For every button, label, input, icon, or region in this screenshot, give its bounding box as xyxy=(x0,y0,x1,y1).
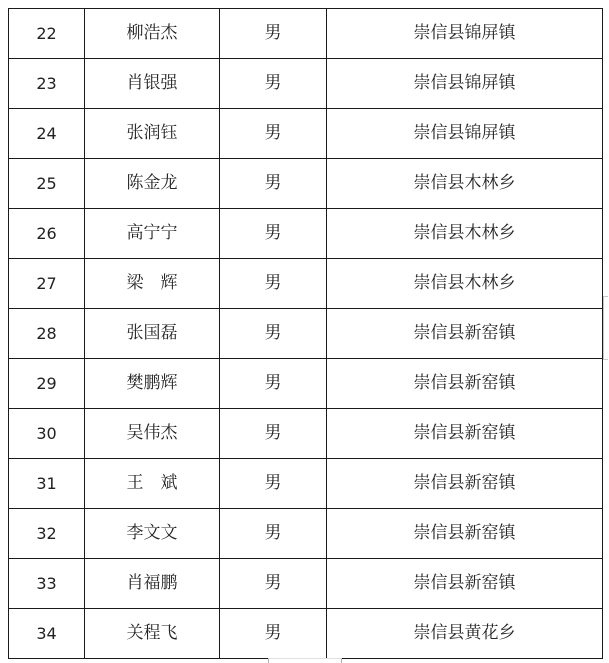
name-cell: 王 斌 xyxy=(85,459,220,509)
address-cell: 崇信县锦屏镇 xyxy=(327,59,603,109)
row-number-cell: 28 xyxy=(9,309,85,359)
address-cell: 崇信县木林乡 xyxy=(327,259,603,309)
gender-cell: 男 xyxy=(220,59,327,109)
table-row xyxy=(9,259,603,309)
gender-cell: 男 xyxy=(220,9,327,59)
address-cell: 崇信县新窑镇 xyxy=(327,509,603,559)
table-row xyxy=(9,609,603,659)
address-cell: 崇信县锦屏镇 xyxy=(327,109,603,159)
row-number-cell: 22 xyxy=(9,9,85,59)
name-cell: 吴伟杰 xyxy=(85,409,220,459)
row-number-cell: 30 xyxy=(9,409,85,459)
address-cell: 崇信县锦屏镇 xyxy=(327,9,603,59)
table-row xyxy=(9,109,603,159)
row-number-cell: 24 xyxy=(9,109,85,159)
address-cell: 崇信县木林乡 xyxy=(327,159,603,209)
table-row xyxy=(9,309,603,359)
gender-cell: 男 xyxy=(220,359,327,409)
gender-cell: 男 xyxy=(220,159,327,209)
row-number-cell: 32 xyxy=(9,509,85,559)
address-cell: 崇信县新窑镇 xyxy=(327,409,603,459)
name-cell: 张国磊 xyxy=(85,309,220,359)
row-number-cell: 31 xyxy=(9,459,85,509)
gender-cell: 男 xyxy=(220,609,327,659)
gender-cell: 男 xyxy=(220,409,327,459)
table-row xyxy=(9,159,603,209)
row-number-cell: 23 xyxy=(9,59,85,109)
address-cell: 崇信县新窑镇 xyxy=(327,359,603,409)
name-cell: 张润钰 xyxy=(85,109,220,159)
address-cell: 崇信县新窑镇 xyxy=(327,309,603,359)
row-number-cell: 33 xyxy=(9,559,85,609)
table-row xyxy=(9,509,603,559)
row-number-cell: 29 xyxy=(9,359,85,409)
table-row xyxy=(9,559,603,609)
gender-cell: 男 xyxy=(220,309,327,359)
name-cell: 梁 辉 xyxy=(85,259,220,309)
table-row xyxy=(9,459,603,509)
name-cell: 李文文 xyxy=(85,509,220,559)
name-cell: 关程飞 xyxy=(85,609,220,659)
roster-table xyxy=(8,8,603,659)
name-cell: 柳浩杰 xyxy=(85,9,220,59)
address-cell: 崇信县新窑镇 xyxy=(327,459,603,509)
row-number-cell: 34 xyxy=(9,609,85,659)
address-cell: 崇信县木林乡 xyxy=(327,209,603,259)
name-cell: 陈金龙 xyxy=(85,159,220,209)
name-cell: 肖银强 xyxy=(85,59,220,109)
gender-cell: 男 xyxy=(220,459,327,509)
row-number-cell: 25 xyxy=(9,159,85,209)
name-cell: 高宁宁 xyxy=(85,209,220,259)
row-number-cell: 27 xyxy=(9,259,85,309)
gender-cell: 男 xyxy=(220,259,327,309)
page-margin-marker xyxy=(268,658,342,663)
address-cell: 崇信县黄花乡 xyxy=(327,609,603,659)
page-margin-marker xyxy=(603,296,608,360)
gender-cell: 男 xyxy=(220,509,327,559)
roster-table-body xyxy=(9,9,603,659)
name-cell: 肖福鹏 xyxy=(85,559,220,609)
gender-cell: 男 xyxy=(220,209,327,259)
name-cell: 樊鹏辉 xyxy=(85,359,220,409)
gender-cell: 男 xyxy=(220,109,327,159)
address-cell: 崇信县新窑镇 xyxy=(327,559,603,609)
table-row xyxy=(9,209,603,259)
table-row xyxy=(9,9,603,59)
table-row xyxy=(9,409,603,459)
row-number-cell: 26 xyxy=(9,209,85,259)
gender-cell: 男 xyxy=(220,559,327,609)
table-row xyxy=(9,59,603,109)
table-row xyxy=(9,359,603,409)
